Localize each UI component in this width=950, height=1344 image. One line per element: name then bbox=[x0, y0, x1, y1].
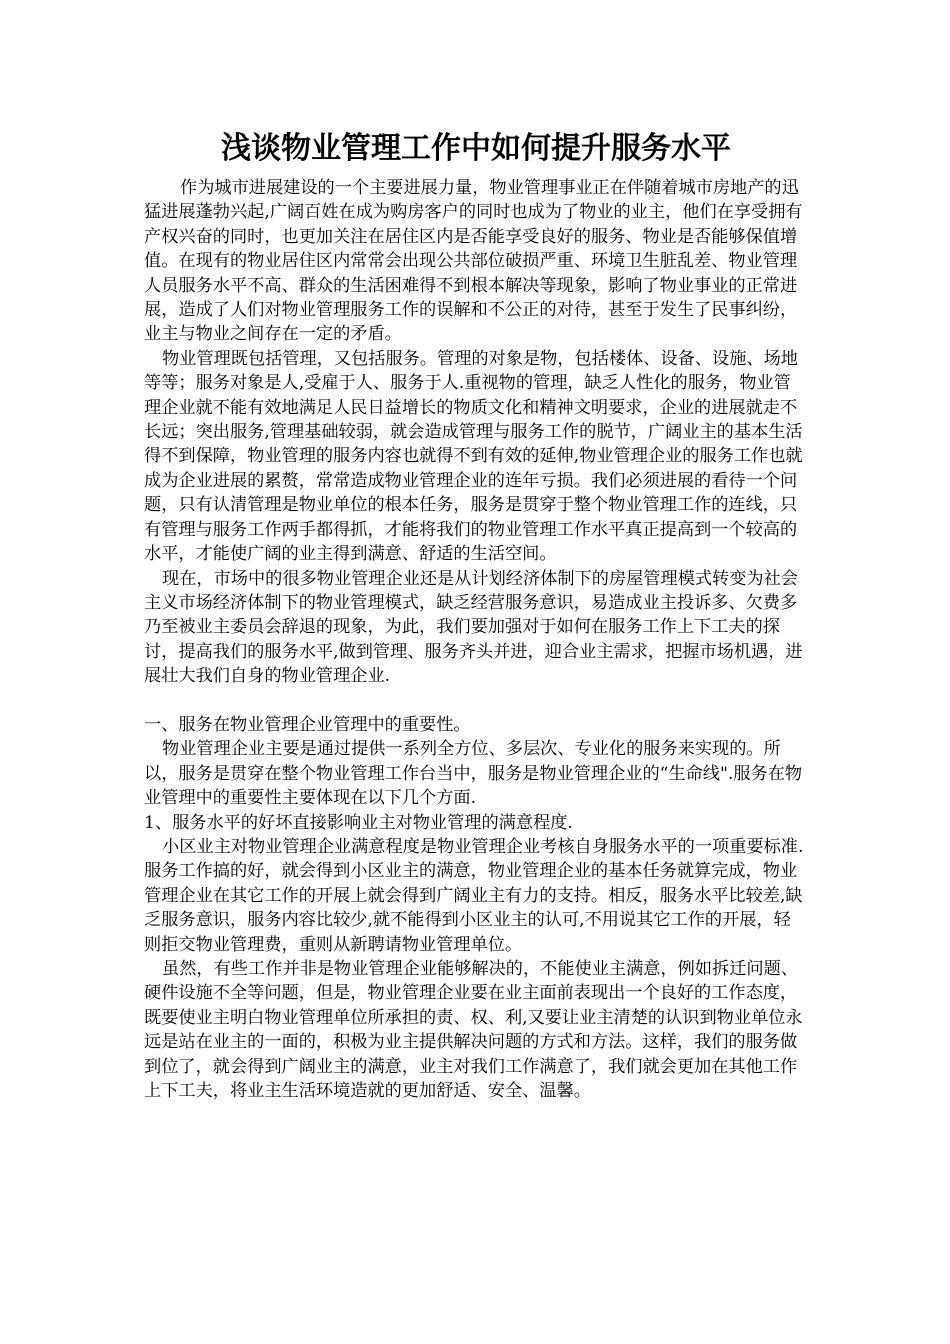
document-title: 浅谈物业管理工作中如何提升服务水平 bbox=[221, 131, 731, 166]
paragraph-management-and-service: 物业管理既包括管理，又包括服务。管理的对象是物，包括楼体、设备、设施、场地等等；服务对象是人,受雇于人、服务于人.重视物的管理，缺乏人性化的服务，物业管理企业就不能有效地满足人民日益增长的物质文化和精神文明要求，企业的进展就走不长远；突出服务,管理基础较弱，就会造成管理与服务工作的脱节，广阔业主的基本生活得不到保障，物业管理的服务内容也就得不到有效的延伸,物业管理企业的服务工作也就成为企业进展的累赘，常常造成物业管理企业的连年亏损。我们必须进展的看待一个问题，只有认清管理是物业单位的根本任务，服务是贯穿于整个物业管理工作的连线，只有管理与服务工作两手都得抓，才能将我们的物业管理工作水平真正提高到一个较高的水平，才能使广阔的业主得到满意、舒适的生活空间。 bbox=[144, 348, 803, 565]
section-heading: 一、服务在物业管理企业管理中的重要性。 bbox=[144, 714, 471, 735]
section-intro-paragraph: 物业管理企业主要是通过提供一系列全方位、多层次、专业化的服务来实现的。所以，服务是贯穿在整个物业管理工作台当中，服务是物业管理企业的“生命线".服务在物业管理中的重要性主要体现在以下几个方面. bbox=[144, 739, 803, 809]
section-paragraph: 小区业主对物业管理企业满意程度是物业管理企业考核自身服务水平的一项重要标准.服务工作搞的好，就会得到小区业主的满意，物业管理企业的基本任务就算完成，物业管理企业在其它工作的开展上就会得到广阔业主有力的支持。相反，服务水平比较差,缺乏服务意识，服务内容比较少,就不能得到小区业主的认可,不用说其它工作的开展，轻则拒交物业管理费，重则从新聘请物业管理单位。 bbox=[144, 836, 804, 955]
paragraph-intro: 作为城市进展建设的一个主要进展力量，物业管理事业正在伴随着城市房地产的迅猛进展蓬勃兴起,广阔百姓在成为购房客户的同时也成为了物业的业主，他们在享受拥有产权兴奋的同时，也更加关注在居住区内是否能享受良好的服务、物业是否能够保值增值。在现有的物业居住区内常常会出现公共部位破损严重、环境卫生脏乱差、物业管理人员服务水平不高、群众的生活困难得不到根本解决等现象，影响了物业事业的正常进展，造成了人们对物业管理服务工作的误解和不公正的对待，甚至于发生了民事纠纷，业主与物业之间存在一定的矛盾。 bbox=[144, 178, 803, 345]
document-page bbox=[144, 128, 808, 1103]
blank-line bbox=[144, 689, 808, 713]
paragraph-current-situation: 现在，市场中的很多物业管理企业还是从计划经济体制下的房屋管理模式转变为社会主义市场经济体制下的物业管理模式，缺乏经营服务意识，易造成业主投诉多、欠费多乃至被业主委员会辞退的现象，为此，我们要加强对于如何在服务工作上下工夫的探讨，提高我们的服务水平,做到管理、服务齐头并进，迎合业主需求，把握市场机遇，进展壮大我们自身的物业管理企业. bbox=[144, 568, 803, 687]
subsection-heading: 1、服务水平的好坏直接影响业主对物业管理的满意程度. bbox=[144, 812, 573, 833]
section-paragraph: 虽然，有些工作并非是物业管理企业能够解决的，不能使业主满意，例如拆迁问题、硬件设施不全等问题，但是，物业管理企业要在业主面前表现出一个良好的工作态度，既要使业主明白物业管理单位所承担的责、权、利,又要让业主清楚的认识到物业单位永远是站在业主的一面的，积极为业主提供解决问题的方式和方法。这样，我们的服务做到位了，就会得到广阔业主的满意，业主对我们工作满意了，我们就会更加在其他工作上下工夫，将业主生活环境造就的更加舒适、安全、温馨。 bbox=[144, 958, 803, 1102]
